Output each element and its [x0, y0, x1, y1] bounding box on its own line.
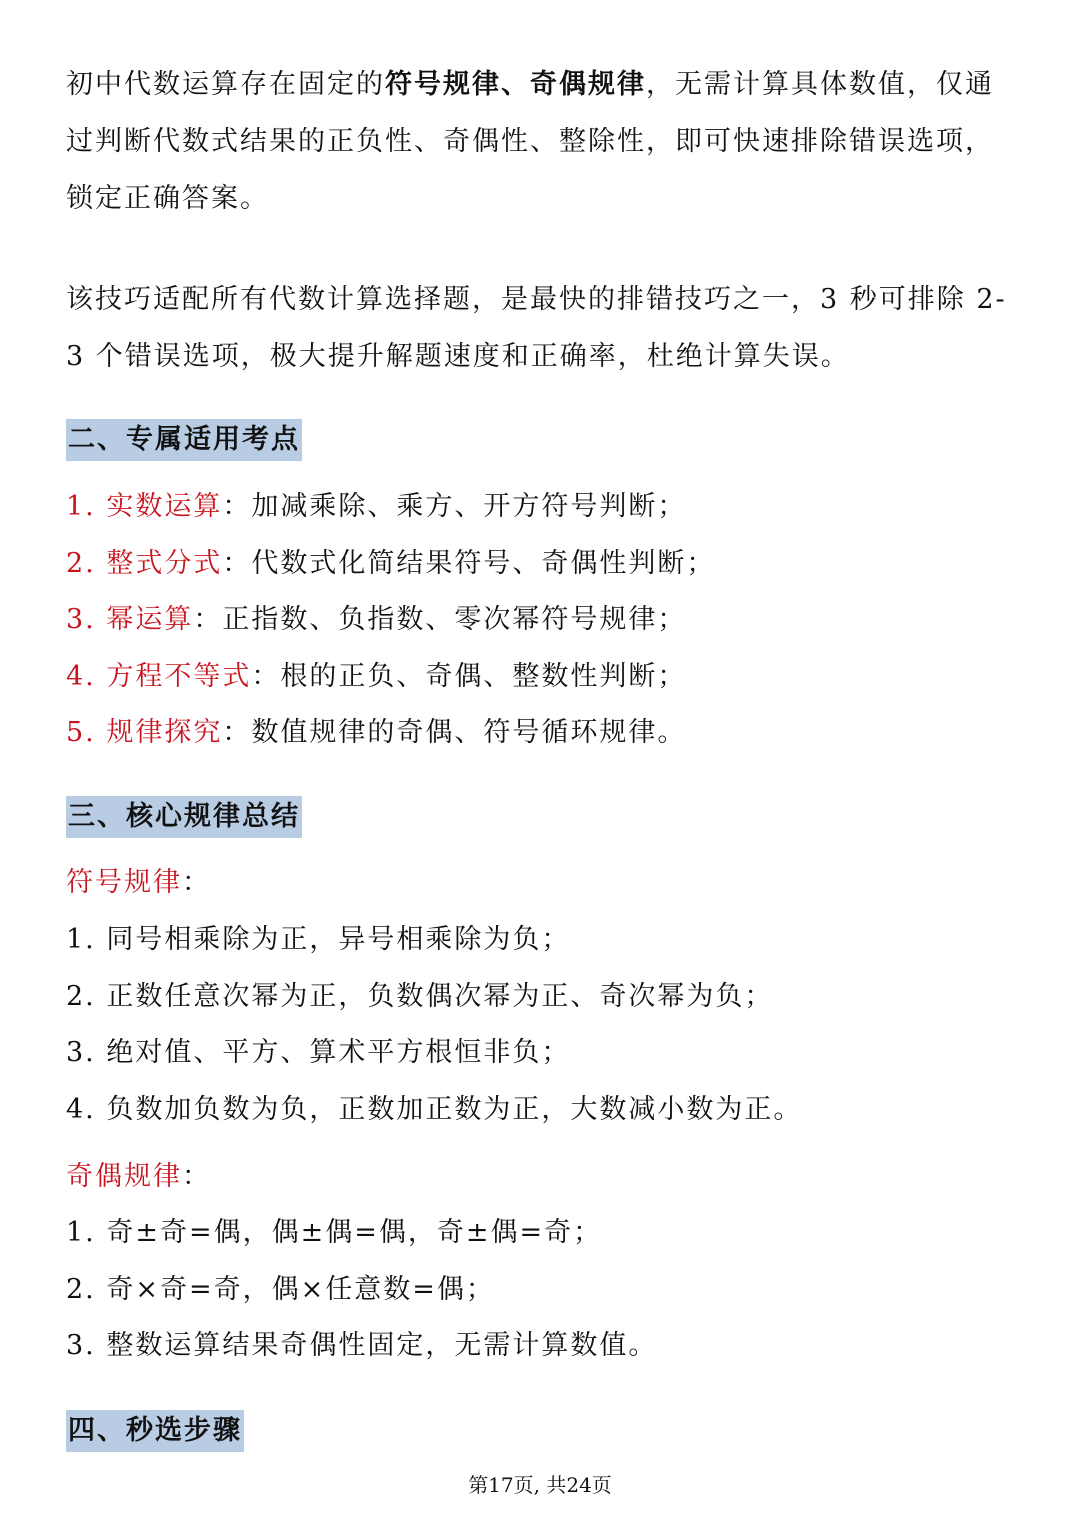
section-heading-core-rules: 三、核心规律总结	[66, 796, 302, 838]
topic-key: 幂运算	[106, 604, 194, 635]
topic-key: 整式分式	[106, 548, 223, 579]
sign-rule-item: 2. 正数任意次幂为正，负数偶次幂为正、奇次幂为负；	[66, 981, 774, 1012]
intro-bold-parity-rule: 奇偶规律	[530, 69, 646, 100]
intro-text-start: 初中代数运算存在固定的	[66, 69, 385, 100]
sign-rule-item: 3. 绝对值、平方、算术平方根恒非负；	[66, 1037, 571, 1068]
topic-key: 实数运算	[106, 491, 223, 522]
subheading-sign-rules: 符号规律：	[66, 867, 211, 898]
section-heading-quick-steps: 四、秒选步骤	[66, 1410, 244, 1452]
sign-rule-item: 4. 负数加负数为负，正数加正数为正，大数减小数为正。	[66, 1094, 803, 1125]
parity-rule-item: 1. 奇±奇=偶，偶±偶=偶，奇±偶=奇；	[66, 1217, 603, 1248]
section-heading-applicable-topics: 二、专属适用考点	[66, 419, 302, 461]
intro-paragraph-2: 该技巧适配所有代数计算选择题，是最快的排错技巧之一，3 秒可排除 2-3 个错误选项，极大提升解题速度和正确率，杜绝计算失误。	[66, 284, 1007, 372]
topic-item: 5. 规律探究：数值规律的奇偶、符号循环规律。	[66, 717, 687, 748]
parity-rule-item: 2. 奇×奇=奇，偶×任意数=偶；	[66, 1274, 495, 1305]
intro-text-end: ，无需计算具体数值，仅通过判断代数式结果的正负性、奇偶性、整除性，即可快速排除错误选项，锁定正确答案。	[66, 69, 994, 214]
page-number: 第17页, 共24页	[468, 1473, 612, 1497]
intro-bold-separator: 、	[501, 69, 530, 100]
topic-item: 2. 整式分式：代数式化简结果符号、奇偶性判断；	[66, 548, 716, 579]
intro-paragraph-1	[66, 56, 1016, 227]
sign-rule-item: 1. 同号相乘除为正，异号相乘除为负；	[66, 924, 571, 955]
intro-bold-sign-rule: 符号规律	[385, 69, 501, 100]
parity-rule-item: 3. 整数运算结果奇偶性固定，无需计算数值。	[66, 1330, 658, 1361]
topic-key: 规律探究	[106, 717, 223, 748]
topic-key: 方程不等式	[106, 661, 252, 692]
topic-item: 4. 方程不等式：根的正负、奇偶、整数性判断；	[66, 661, 687, 692]
subheading-parity-rules: 奇偶规律：	[66, 1161, 211, 1192]
topic-item: 3. 幂运算：正指数、负指数、零次幂符号规律；	[66, 604, 687, 635]
topic-item: 1. 实数运算：加减乘除、乘方、开方符号判断；	[66, 491, 687, 522]
